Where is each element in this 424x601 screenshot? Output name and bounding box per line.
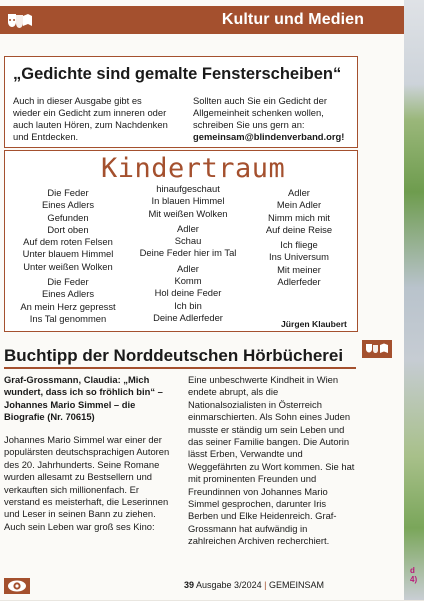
poem-line: Die Feder	[47, 276, 89, 288]
poem-line: Auf deine Reise	[265, 223, 333, 235]
poem-line: Komm	[174, 275, 202, 287]
poem-line: Mein Adler	[276, 199, 322, 211]
article-title-rule	[4, 367, 356, 369]
poem-stanza	[130, 183, 246, 220]
article-body-left: Johannes Mario Simmel war einer der populärsten deutschsprachigen Autoren des 20. Jahrhunderts. Seine Romane wurden allesamt zu Bestsellern und verkauften sich millionenfach. Er verstand es meisterhaft, die Leserinnen und Leser in seinen Bann zu ziehen. Auch sein Leben war groß ses Kino:	[4, 434, 170, 532]
contact-email-link[interactable]: gemeinsam@blindenverband.org!	[193, 131, 345, 142]
poem-line: Unter blauem Himmel	[22, 248, 114, 260]
poem-stanza	[9, 276, 127, 325]
poetry-intro-box	[4, 56, 358, 148]
section-header-bar	[0, 6, 404, 34]
footer-separator: |	[264, 580, 267, 590]
adjacent-page-text-fragment: d 4)	[410, 566, 418, 584]
culture-media-side-icon	[362, 340, 392, 358]
book-info: Graf-Grossmann, Claudia: „Mich wundert, dass ich so fröhlich bin“ – Johannes Mario Simmel – die Biografie (Nr. 70615)	[4, 374, 163, 423]
poem-line: Ich fliege	[280, 239, 318, 251]
page-footer	[0, 576, 404, 596]
poem-line: Mit weißen Wolken	[148, 207, 228, 219]
poem-line: Adler	[177, 262, 199, 274]
poem-line: Nimm mich mit	[268, 211, 330, 223]
poem-line: Adlerfeder	[277, 276, 321, 288]
section-title: Kultur und Medien	[221, 11, 364, 28]
poem-line: Eines Adlers	[41, 199, 95, 211]
culture-media-icon	[4, 6, 34, 34]
poem-line: Gefunden	[47, 211, 89, 223]
poem-column-1	[9, 187, 127, 328]
poem-line: Ich bin	[174, 299, 202, 311]
poem-line: In blauen Himmel	[151, 195, 225, 207]
issue-label: Ausgabe 3/2024	[196, 580, 262, 590]
poem-stanza	[245, 187, 353, 236]
poem-line: Auf dem roten Felsen	[23, 236, 113, 248]
poem-line: Deine Adlerfeder	[153, 311, 223, 323]
poem-title: Kindertraum	[101, 153, 286, 184]
poem-column-3	[245, 187, 353, 291]
poem-author: Jürgen Klaubert	[281, 319, 347, 329]
eye-logo-icon	[4, 576, 30, 596]
poem-line: Ins Tal genommen	[29, 312, 107, 324]
poem-box	[4, 150, 358, 332]
adjacent-page-photo	[404, 0, 424, 600]
poem-line: Adler	[288, 187, 310, 198]
poem-line: Schau	[174, 235, 202, 247]
intro-right-column	[193, 95, 355, 143]
poem-line: Ins Universum	[269, 251, 329, 263]
poem-stanza	[245, 239, 353, 288]
page-number: 39	[184, 580, 195, 590]
intro-left-text: Auch in dieser Ausgabe gibt es wieder ein Gedicht zum inneren oder auch lauten Hören, zum Nachdenken und Entdecken.	[13, 95, 168, 142]
footer-info	[184, 580, 324, 590]
poem-line: Hol deine Feder	[154, 287, 222, 299]
article-body-right: Eine unbeschwerte Kindheit in Wien endete abrupt, als die Nationalsozialisten in Österreich einmarschierten. Als Sohn eines Juden musste er ständig um sein Leben und das seiner Familie bangen. Die Autorin lässt Erben, Verwandte und Weggefährten zu Wort kommen. Sie hat mit prominenten Freunden und Freundinnen von Johannes Mario Simmel gesprochen, darunter Iris Berben und Elke Heidenreich. Graf-Grossmann hat aufwändig in zahlreichen Archiven recherchiert.	[188, 374, 355, 547]
intro-heading: „Gedichte sind gemalte Fensterscheiben“	[13, 65, 342, 83]
poem-line: Die Feder	[47, 187, 89, 198]
poem-line: Deine Feder hier im Tal	[139, 247, 237, 259]
poem-stanza	[130, 223, 246, 260]
poem-line: Dort oben	[47, 223, 89, 235]
poem-line: An mein Herz gepresst	[20, 300, 116, 312]
poem-column-2	[130, 183, 246, 327]
magazine-name: GEMEINSAM	[268, 580, 324, 590]
poem-line: Eines Adlers	[41, 288, 95, 300]
article-title: Buchtipp der Norddeutschen Hörbücherei	[4, 346, 344, 365]
poem-stanza	[130, 263, 246, 324]
poem-line: Adler	[177, 222, 199, 234]
poem-line: Unter weißen Wolken	[23, 260, 113, 272]
poem-line: hinaufgeschaut	[156, 183, 220, 194]
poem-line: Mit meiner	[277, 263, 321, 275]
poem-stanza	[9, 187, 127, 273]
intro-right-text: Sollten auch Sie ein Gedicht der Allgemeinheit schenken wollen, schreiben Sie uns gern an:	[193, 95, 327, 130]
